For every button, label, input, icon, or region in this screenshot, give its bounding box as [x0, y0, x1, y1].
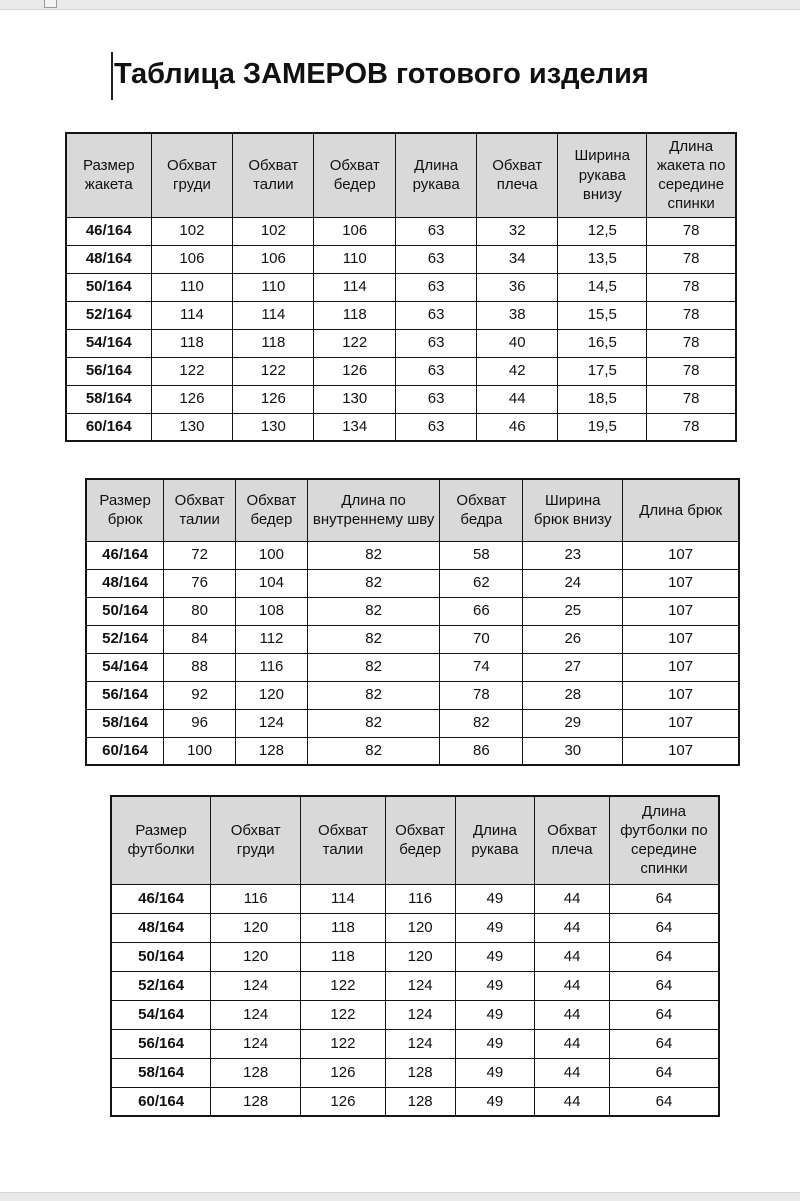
value-cell: 78 [647, 357, 736, 385]
value-cell: 49 [455, 884, 535, 913]
table-row [66, 329, 736, 357]
value-cell: 27 [523, 653, 623, 681]
value-cell: 124 [385, 971, 455, 1000]
value-cell: 114 [233, 301, 314, 329]
table-row [66, 301, 736, 329]
column-header: Размер брюк [86, 479, 164, 541]
size-cell: 54/164 [111, 1000, 211, 1029]
value-cell: 28 [523, 681, 623, 709]
value-cell: 14,5 [558, 273, 647, 301]
value-cell: 44 [535, 913, 610, 942]
value-cell: 80 [164, 597, 236, 625]
value-cell: 64 [610, 1029, 720, 1058]
page-title [114, 58, 649, 91]
value-cell: 128 [385, 1087, 455, 1116]
column-header: Ширина брюк внизу [523, 479, 623, 541]
value-cell: 66 [440, 597, 523, 625]
value-cell: 63 [396, 301, 477, 329]
value-cell: 120 [385, 913, 455, 942]
table-row [111, 1087, 719, 1116]
value-cell: 126 [314, 357, 396, 385]
table-row [86, 709, 739, 737]
column-header: Обхват груди [211, 796, 301, 884]
value-cell: 96 [164, 709, 236, 737]
value-cell: 110 [151, 273, 233, 301]
value-cell: 118 [301, 942, 386, 971]
value-cell: 78 [647, 413, 736, 441]
column-header: Длина рукава [396, 133, 477, 217]
size-cell: 50/164 [111, 942, 211, 971]
value-cell: 118 [151, 329, 233, 357]
value-cell: 78 [647, 385, 736, 413]
value-cell: 128 [211, 1058, 301, 1087]
column-header: Длина брюк [623, 479, 739, 541]
size-cell: 58/164 [66, 385, 151, 413]
size-cell: 48/164 [66, 245, 151, 273]
value-cell: 63 [396, 245, 477, 273]
jacket-table-header [66, 133, 736, 217]
value-cell: 126 [233, 385, 314, 413]
value-cell: 78 [647, 217, 736, 245]
table-row [111, 913, 719, 942]
table-row [86, 625, 739, 653]
value-cell: 107 [623, 569, 739, 597]
value-cell: 44 [477, 385, 558, 413]
value-cell: 120 [236, 681, 308, 709]
value-cell: 106 [151, 245, 233, 273]
size-cell: 50/164 [86, 597, 164, 625]
size-cell: 60/164 [111, 1087, 211, 1116]
value-cell: 63 [396, 385, 477, 413]
value-cell: 124 [385, 1029, 455, 1058]
value-cell: 116 [385, 884, 455, 913]
value-cell: 124 [211, 971, 301, 1000]
value-cell: 63 [396, 357, 477, 385]
value-cell: 63 [396, 329, 477, 357]
column-header: Размер жакета [66, 133, 151, 217]
column-header: Обхват талии [233, 133, 314, 217]
value-cell: 82 [307, 709, 440, 737]
value-cell: 23 [523, 541, 623, 569]
header-row [111, 796, 719, 884]
value-cell: 114 [151, 301, 233, 329]
value-cell: 64 [610, 913, 720, 942]
value-cell: 36 [477, 273, 558, 301]
value-cell: 92 [164, 681, 236, 709]
value-cell: 12,5 [558, 217, 647, 245]
value-cell: 64 [610, 942, 720, 971]
value-cell: 64 [610, 971, 720, 1000]
table-row [86, 653, 739, 681]
value-cell: 107 [623, 541, 739, 569]
value-cell: 63 [396, 273, 477, 301]
header-row [86, 479, 739, 541]
size-cell: 54/164 [66, 329, 151, 357]
size-cell: 54/164 [86, 653, 164, 681]
column-header: Обхват плеча [477, 133, 558, 217]
value-cell: 49 [455, 1058, 535, 1087]
value-cell: 78 [647, 329, 736, 357]
size-cell: 50/164 [66, 273, 151, 301]
partial-page-icon [44, 0, 57, 8]
value-cell: 122 [151, 357, 233, 385]
size-cell: 58/164 [86, 709, 164, 737]
size-cell: 56/164 [86, 681, 164, 709]
tshirt-table-header [111, 796, 719, 884]
value-cell: 78 [440, 681, 523, 709]
value-cell: 82 [307, 541, 440, 569]
value-cell: 32 [477, 217, 558, 245]
column-header: Обхват бедер [314, 133, 396, 217]
value-cell: 130 [151, 413, 233, 441]
value-cell: 118 [301, 913, 386, 942]
value-cell: 78 [647, 245, 736, 273]
value-cell: 110 [233, 273, 314, 301]
value-cell: 78 [647, 273, 736, 301]
value-cell: 24 [523, 569, 623, 597]
jacket-table-body [66, 217, 736, 441]
value-cell: 88 [164, 653, 236, 681]
column-header: Длина футболки по середине спинки [610, 796, 720, 884]
size-cell: 60/164 [86, 737, 164, 765]
value-cell: 64 [610, 1087, 720, 1116]
value-cell: 124 [211, 1029, 301, 1058]
size-cell: 56/164 [66, 357, 151, 385]
value-cell: 58 [440, 541, 523, 569]
size-cell: 56/164 [111, 1029, 211, 1058]
value-cell: 118 [314, 301, 396, 329]
value-cell: 38 [477, 301, 558, 329]
size-cell: 48/164 [111, 913, 211, 942]
value-cell: 49 [455, 1029, 535, 1058]
size-cell: 52/164 [86, 625, 164, 653]
value-cell: 64 [610, 1058, 720, 1087]
value-cell: 104 [236, 569, 308, 597]
text-cursor-caret [111, 52, 113, 100]
value-cell: 106 [233, 245, 314, 273]
column-header: Длина жакета по середине спинки [647, 133, 736, 217]
value-cell: 122 [301, 971, 386, 1000]
column-header: Обхват талии [164, 479, 236, 541]
value-cell: 124 [385, 1000, 455, 1029]
value-cell: 114 [314, 273, 396, 301]
value-cell: 82 [307, 569, 440, 597]
value-cell: 100 [164, 737, 236, 765]
value-cell: 44 [535, 1000, 610, 1029]
value-cell: 128 [236, 737, 308, 765]
table-row [111, 884, 719, 913]
table-row [86, 541, 739, 569]
value-cell: 130 [314, 385, 396, 413]
value-cell: 122 [301, 1029, 386, 1058]
value-cell: 76 [164, 569, 236, 597]
value-cell: 82 [307, 597, 440, 625]
value-cell: 16,5 [558, 329, 647, 357]
value-cell: 122 [233, 357, 314, 385]
size-cell: 52/164 [111, 971, 211, 1000]
value-cell: 82 [440, 709, 523, 737]
value-cell: 18,5 [558, 385, 647, 413]
column-header: Обхват бедра [440, 479, 523, 541]
value-cell: 82 [307, 653, 440, 681]
table-row [66, 357, 736, 385]
value-cell: 82 [307, 625, 440, 653]
value-cell: 46 [477, 413, 558, 441]
jacket-measurements-table [65, 132, 737, 442]
table-row [86, 737, 739, 765]
value-cell: 122 [301, 1000, 386, 1029]
value-cell: 62 [440, 569, 523, 597]
value-cell: 29 [523, 709, 623, 737]
value-cell: 124 [236, 709, 308, 737]
size-cell: 60/164 [66, 413, 151, 441]
tshirt-measurements-table [110, 795, 720, 1117]
table-row [111, 1058, 719, 1087]
value-cell: 102 [151, 217, 233, 245]
value-cell: 116 [236, 653, 308, 681]
column-header: Длина по внутреннему шву [307, 479, 440, 541]
value-cell: 107 [623, 737, 739, 765]
size-cell: 48/164 [86, 569, 164, 597]
value-cell: 107 [623, 709, 739, 737]
value-cell: 122 [314, 329, 396, 357]
column-header: Обхват груди [151, 133, 233, 217]
value-cell: 25 [523, 597, 623, 625]
value-cell: 84 [164, 625, 236, 653]
size-cell: 58/164 [111, 1058, 211, 1087]
value-cell: 63 [396, 413, 477, 441]
table-row [66, 245, 736, 273]
column-header: Обхват плеча [535, 796, 610, 884]
table-row [66, 217, 736, 245]
value-cell: 124 [211, 1000, 301, 1029]
value-cell: 19,5 [558, 413, 647, 441]
value-cell: 130 [233, 413, 314, 441]
value-cell: 120 [211, 913, 301, 942]
value-cell: 107 [623, 625, 739, 653]
value-cell: 44 [535, 971, 610, 1000]
table-row [86, 597, 739, 625]
value-cell: 86 [440, 737, 523, 765]
value-cell: 128 [385, 1058, 455, 1087]
value-cell: 49 [455, 942, 535, 971]
column-header: Обхват бедер [385, 796, 455, 884]
value-cell: 108 [236, 597, 308, 625]
page-title-text: Таблица ЗАМЕРОВ готового изделия [114, 58, 649, 90]
value-cell: 134 [314, 413, 396, 441]
value-cell: 44 [535, 1087, 610, 1116]
value-cell: 44 [535, 1058, 610, 1087]
table-row [86, 569, 739, 597]
value-cell: 120 [211, 942, 301, 971]
value-cell: 44 [535, 1029, 610, 1058]
value-cell: 126 [151, 385, 233, 413]
value-cell: 106 [314, 217, 396, 245]
value-cell: 128 [211, 1087, 301, 1116]
value-cell: 44 [535, 942, 610, 971]
value-cell: 126 [301, 1087, 386, 1116]
value-cell: 107 [623, 681, 739, 709]
value-cell: 102 [233, 217, 314, 245]
table-row [111, 942, 719, 971]
table-row [86, 681, 739, 709]
trousers-measurements-table [85, 478, 740, 766]
value-cell: 126 [301, 1058, 386, 1087]
value-cell: 64 [610, 884, 720, 913]
value-cell: 107 [623, 597, 739, 625]
trousers-table-body [86, 541, 739, 765]
value-cell: 49 [455, 1087, 535, 1116]
size-cell: 46/164 [111, 884, 211, 913]
value-cell: 63 [396, 217, 477, 245]
value-cell: 78 [647, 301, 736, 329]
top-chrome-strip [0, 0, 800, 10]
value-cell: 107 [623, 653, 739, 681]
table-row [111, 1000, 719, 1029]
value-cell: 34 [477, 245, 558, 273]
trousers-table-header [86, 479, 739, 541]
table-row [66, 385, 736, 413]
column-header: Обхват бедер [236, 479, 308, 541]
value-cell: 44 [535, 884, 610, 913]
value-cell: 82 [307, 681, 440, 709]
value-cell: 49 [455, 913, 535, 942]
table-row [66, 273, 736, 301]
value-cell: 40 [477, 329, 558, 357]
column-header: Длина рукава [455, 796, 535, 884]
column-header: Размер футболки [111, 796, 211, 884]
size-cell: 46/164 [66, 217, 151, 245]
value-cell: 112 [236, 625, 308, 653]
value-cell: 42 [477, 357, 558, 385]
table-row [111, 1029, 719, 1058]
value-cell: 100 [236, 541, 308, 569]
value-cell: 49 [455, 1000, 535, 1029]
value-cell: 30 [523, 737, 623, 765]
value-cell: 64 [610, 1000, 720, 1029]
table-row [111, 971, 719, 1000]
value-cell: 49 [455, 971, 535, 1000]
value-cell: 118 [233, 329, 314, 357]
value-cell: 15,5 [558, 301, 647, 329]
value-cell: 110 [314, 245, 396, 273]
value-cell: 26 [523, 625, 623, 653]
size-cell: 52/164 [66, 301, 151, 329]
value-cell: 17,5 [558, 357, 647, 385]
value-cell: 70 [440, 625, 523, 653]
value-cell: 13,5 [558, 245, 647, 273]
value-cell: 114 [301, 884, 386, 913]
column-header: Обхват талии [301, 796, 386, 884]
header-row [66, 133, 736, 217]
value-cell: 82 [307, 737, 440, 765]
value-cell: 116 [211, 884, 301, 913]
value-cell: 74 [440, 653, 523, 681]
tshirt-table-body [111, 884, 719, 1116]
value-cell: 72 [164, 541, 236, 569]
size-cell: 46/164 [86, 541, 164, 569]
table-row [66, 413, 736, 441]
value-cell: 120 [385, 942, 455, 971]
column-header: Ширина рукава внизу [558, 133, 647, 217]
document-page[interactable] [0, 10, 800, 1192]
